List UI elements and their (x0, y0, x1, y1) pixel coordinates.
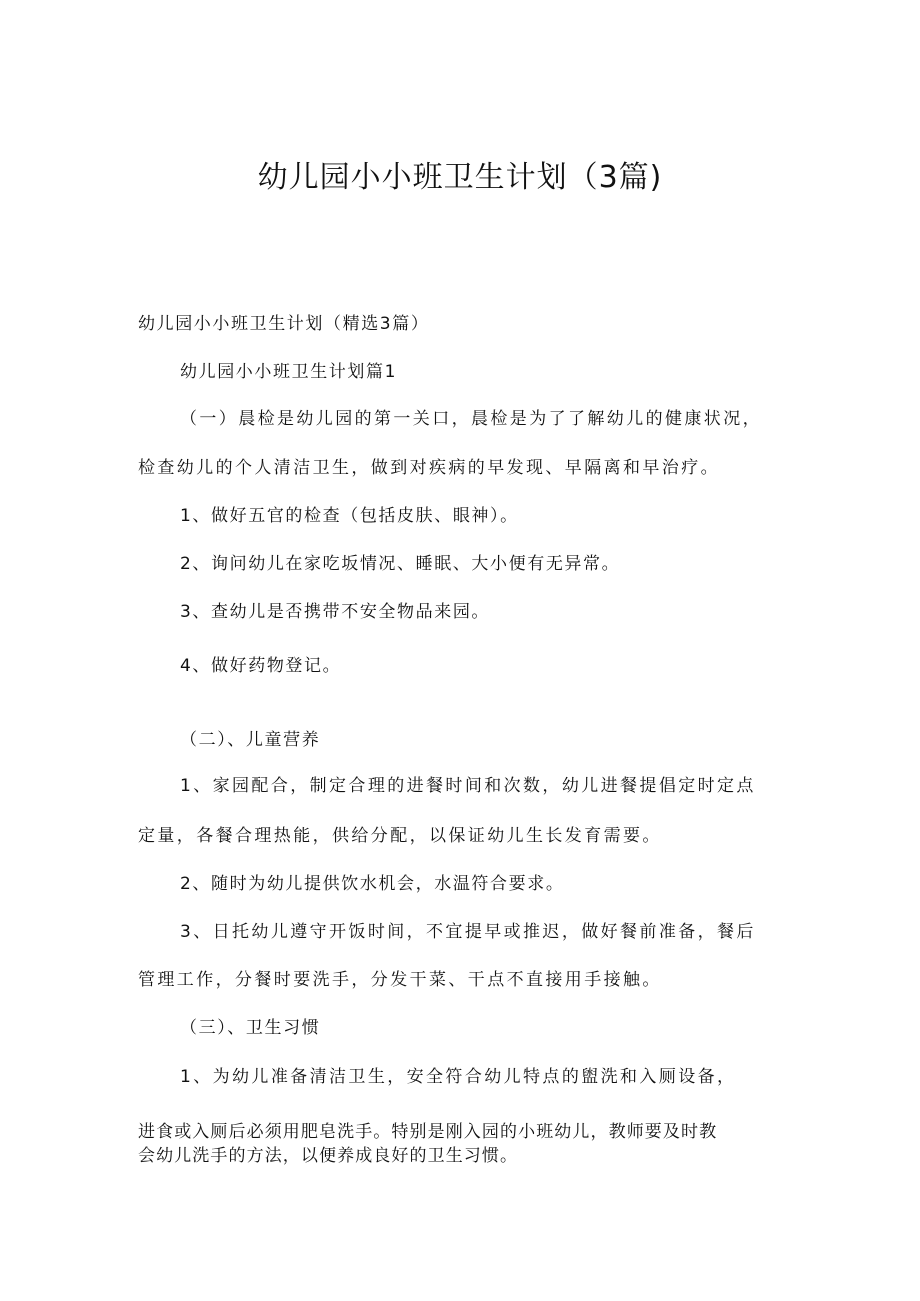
section-heading: 幼儿园小小班卫生计划篇1 (180, 362, 398, 382)
subtitle: 幼儿园小小班卫生计划（精选3篇） (138, 314, 430, 334)
section-heading: （三）、卫生习惯 (180, 1018, 321, 1038)
list-item: 3、查幼儿是否携带不安全物品来园。 (180, 602, 491, 622)
section-heading: （二）、儿童营养 (180, 730, 321, 750)
list-item: 2、随时为幼儿提供饮水机会，水温符合要求。 (180, 874, 565, 894)
list-item: 1、做好五官的检查（包括皮肤、眼神）。 (180, 506, 519, 526)
paragraph-line: （一）晨检是幼儿园的第一关口，晨检是为了了解幼儿的健康状况， (180, 409, 762, 429)
document-title: 幼儿园小小班卫生计划（3篇) (257, 160, 663, 195)
paragraph-line: 检查幼儿的个人清洁卫生，做到对疾病的早发现、早隔离和早治疗。 (138, 458, 720, 478)
paragraph-line: 管理工作，分餐时要洗手，分发干菜、干点不直接用手接触。 (138, 970, 662, 990)
paragraph-line: 会幼儿洗手的方法，以便养成良好的卫生习惯。 (138, 1146, 519, 1166)
paragraph-line: 定量，各餐合理热能，供给分配，以保证幼儿生长发育需要。 (138, 826, 662, 846)
paragraph-line: 3、日托幼儿遵守开饭时间，不宜提早或推迟，做好餐前准备，餐后 (180, 922, 756, 942)
list-item: 2、询问幼儿在家吃坂情况、睡眠、大小便有无异常。 (180, 554, 621, 574)
paragraph-line: 1、家园配合，制定合理的进餐时间和次数，幼儿进餐提倡定时定点 (180, 776, 756, 796)
paragraph-line: 进食或入厕后必须用肥皂洗手。特别是刚入园的小班幼儿，教师要及时教 (138, 1122, 718, 1142)
list-item: 4、做好药物登记。 (180, 656, 342, 676)
paragraph-line: 1、为幼儿准备清洁卫生，安全符合幼儿特点的盥洗和入厕设备， (180, 1067, 737, 1087)
